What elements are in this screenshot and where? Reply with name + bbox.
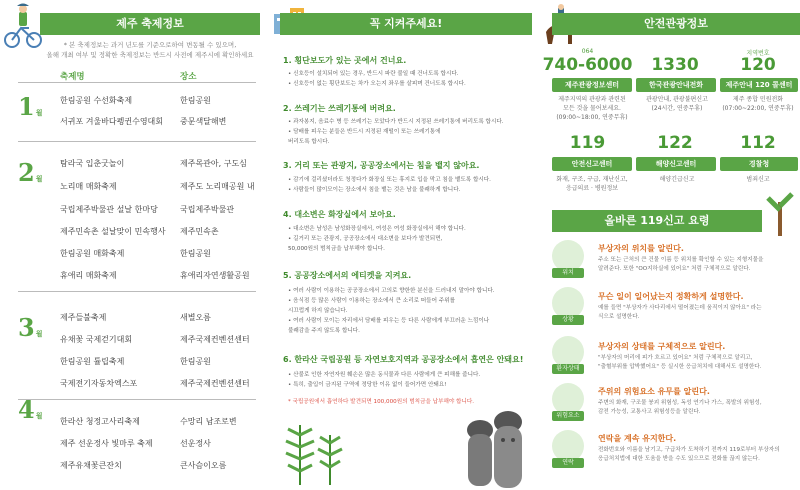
step-label: 연락: [552, 458, 584, 468]
festival-banner: 제주 축제정보: [40, 13, 260, 35]
rule-body: • 과자봉지, 음료수 병 등 쓰레기는 모았다가 반드시 지정된 쓰레기통에 버리도록 합시다. • 담배를 피우는 분들은 반드시 지정된 재떨이 또는 쓰레기통에 버리도록 합시다.: [288, 119, 504, 145]
etiquette-panel: [270, 0, 532, 490]
rule-body: • 산불로 인한 자연자원 훼손은 많은 동식물과 다른 사람에게 큰 피해를 줍니다. • 특히, 출입이 금지된 구역에 정당한 이유 없이 들어가면 안돼요!: [288, 372, 481, 388]
step-label: 위험요소: [552, 411, 584, 421]
etiquette-banner: 꼭 지켜주세요!: [280, 13, 532, 35]
step-body: 전화번호와 이름을 남기고, 구급차가 도착하기 전까지 119로부터 부상자의 응급처치법에 대한 도움을 받을 수도 있으므로 전화를 끊지 않는다.: [598, 447, 780, 462]
festival-name: 한림공원 매화축제: [60, 249, 125, 258]
hotline-label: 안전신고센터: [552, 157, 632, 171]
step-title: 주위의 위험요소 유무를 알린다.: [598, 387, 710, 396]
hotline-label: 제주관광정보센터: [552, 78, 632, 92]
rule-title: 2. 쓰레기는 쓰레기통에 버려요.: [283, 104, 396, 113]
month-3-label: 3월: [18, 313, 43, 342]
safety-banner: 안전관광정보: [552, 13, 800, 35]
hotline-label: 해양신고센터: [636, 157, 716, 171]
festival-place: 한림공원: [180, 357, 211, 366]
month-1-label: 1월: [18, 92, 43, 121]
step-title: 부상자의 상태를 구체적으로 알린다.: [598, 342, 726, 351]
hotline-desc: 범죄신고: [746, 176, 770, 183]
festival-place: 큰사슴이오름: [180, 461, 227, 470]
rule-title: 4. 대소변은 화장실에서 보아요.: [283, 210, 396, 219]
rule-title: 3. 거리 또는 관광지, 공공장소에서는 침을 뱉지 않아요.: [283, 161, 480, 170]
festival-place: 제주민속촌: [180, 227, 219, 236]
festival-place: 제주국제컨벤션센터: [180, 379, 250, 388]
divider: [18, 141, 256, 142]
month-4-label: 4월: [18, 395, 43, 424]
festival-name: 제주민속촌 설날맞이 민속행사: [60, 227, 166, 236]
festival-place: 선운정사: [180, 439, 211, 448]
festival-place: 한림공원: [180, 249, 211, 258]
festival-place: 중문색달해변: [180, 117, 227, 126]
step-label: 위치: [552, 268, 584, 278]
festival-name: 제주유채꽃큰잔치: [60, 461, 122, 470]
festival-name: 제주들불축제: [60, 313, 107, 322]
hotline-label: 제주안내 120 콜센터: [720, 78, 798, 92]
hotline-number[interactable]: 740-6000: [542, 55, 633, 75]
hotline-number[interactable]: 1330: [651, 55, 699, 75]
festival-place: 제주국제컨벤션센터: [180, 335, 250, 344]
column-festival-name: 축제명: [60, 72, 85, 82]
rule-body: • 감기에 걸리셨더라도 청정다가 화장실 또는 휴지로 입을 막고 침을 뱉도록 합시다. • 사람들이 많이모이는 장소에서 침을 뱉는 것은 남을 불쾌하게 합니다.: [288, 177, 491, 193]
festival-place: 한림공원: [180, 96, 211, 105]
step-body: "부상자의 머리에 피가 흐르고 있어요" 처럼 구체적으로 알리고, "출혈부위를 압박했어요" 등 실시한 응급처치에 대해서도 설명한다.: [598, 355, 762, 370]
rule-title: 1. 횡단보도가 있는 곳에서 건너요.: [283, 56, 407, 65]
divider: [18, 291, 256, 292]
festival-name: 유채꽃 국제걷기대회: [60, 335, 133, 344]
hotline-label: 경찰청: [720, 157, 798, 171]
rule-title: 6. 한라산 국립공원 등 자연보호지역과 공공장소에서 흡연은 안돼요!: [283, 355, 524, 364]
column-place: 장소: [180, 72, 197, 82]
festival-name: 휴애리 매화축제: [60, 271, 117, 280]
festival-place: 새별오름: [180, 313, 211, 322]
festival-panel: [0, 0, 260, 490]
divider: [18, 82, 256, 83]
step-title: 무슨 일이 일어났는지 정확하게 설명한다.: [598, 292, 744, 301]
festival-place: 휴애리자연생활공원: [180, 271, 250, 280]
hotline-desc: 제주 종합 민원전화 (07:00~22:00, 연중무휴): [722, 96, 794, 112]
rule-title: 5. 공공장소에서의 에티켓을 지켜요.: [283, 271, 412, 280]
rule-body: • 여러 사람이 이용하는 공공장소에서 고의로 향한한 분신을 드러내지 말아야 합니다. • 음식점 등 많은 사람이 이용하는 장소에서 큰 소리로 떠들어 주위를 시끄럽게 하지 않습니다. • 여러 사람이 모이는 자리에서 담배를 피우는 등 다른 사람에게 부끄러운 느낌이나 불쾌감을 주지 않도록 합니다.: [288, 288, 495, 334]
festival-place: 제주목관아, 구도심: [180, 159, 247, 168]
step-body: 주소 또는 근처의 큰 건물 이름 등 위치를 확인할 수 있는 지형지물을 알려준다. 또한 "OO지하실에 있어요" 처럼 구체적으로 알린다.: [598, 257, 764, 272]
report-guide-banner: 올바른 119신고 요령: [552, 210, 762, 232]
fern-icon: [282, 415, 352, 487]
festival-place: 국립제주박물관: [180, 205, 235, 214]
festival-name: 제주 선운정사 빛마루 축제: [60, 439, 153, 448]
hotline-desc: 관광안내, 관광불편신고 (24시간, 연중무휴): [646, 96, 708, 112]
festival-note: * 본 축제정보는 과거 년도를 기준으로하여 변동될 수 있으며, 올해 개최 여부 및 정확한 축제정보는 반드시 사전에 제주시에 확인하세요: [46, 41, 254, 59]
step-label: 환자상태: [552, 364, 584, 374]
festival-name: 한라산 청정고사리축제: [60, 417, 140, 426]
festival-name: 노리매 매화축제: [60, 182, 117, 191]
dol-hareubang-statue-icon: [462, 400, 528, 490]
hotline-number[interactable]: 119: [569, 133, 606, 153]
festival-name: 국제전기자동차엑스포: [60, 379, 138, 388]
step-title: 연락을 계속 유지한다.: [598, 434, 677, 443]
festival-name: 국립제주박물관 설날 한마당: [60, 205, 158, 214]
festival-place: 수망리 남조로변: [180, 417, 237, 426]
festival-name: 탐라국 입춘굿놀이: [60, 159, 125, 168]
step-body: 예를 들면 "부상자가 사다리에서 떨어졌는데 움직이지 않아요" 라는 식으로 설명한다.: [598, 305, 762, 320]
step-label: 상황: [552, 315, 584, 325]
step-title: 부상자의 위치를 알린다.: [598, 244, 684, 253]
month-2-label: 2월: [18, 158, 43, 187]
hotline-number[interactable]: 112: [740, 133, 776, 153]
tree-icon: [762, 188, 798, 238]
hotline-number[interactable]: 122: [657, 133, 693, 153]
step-body: 주변의 화재, 구조물 붕괴 위험성, 독성 연기나 가스, 폭발의 위험성, 감전 가능성, 교통사고 위험성등을 알린다.: [598, 400, 762, 415]
rule-body: • 신호등이 설치되어 있는 경우, 반드시 파란 불일 때 건너도록 합시다. • 신호등이 없는 횡단보도는 차가 오는지 좌우를 살피며 건너도록 합시다.: [288, 71, 466, 87]
area-code: 064: [581, 48, 594, 55]
festival-name: 한림공원 수선화축제: [60, 96, 133, 105]
fine-note: * 국립공원에서 흡연하다 발견되면 100,000원의 범칙금을 납부해야 합니다.: [288, 399, 475, 405]
area-code: 지역번호: [746, 50, 770, 57]
festival-name: 서귀포 겨울바다펭귄수영대회: [60, 117, 164, 126]
cyclist-icon: [2, 2, 44, 48]
rule-body: • 대소변은 남성은 남성화장실에서, 여성은 여성 화장실에서 해야 합니다. • 길거리 또는 관광지, 공공장소에서 대소변을 보다가 발견되면, 50,000원의 범칙금을 납부해야 합니다.: [288, 226, 466, 252]
safety-panel: [540, 0, 800, 490]
hotline-desc: 해양긴급신고: [659, 176, 695, 183]
festival-place: 제주도 노리매공원 내: [180, 182, 255, 191]
hotline-desc: 화재, 구조, 구급, 재난신고, 응급의료 · 병원정보: [556, 176, 628, 192]
hotline-desc: 제주지역의 관광과 관련된 모든 것을 물어보세요. (09:00~18:00, 연중무휴): [556, 96, 628, 121]
hotline-number[interactable]: 120: [740, 55, 776, 75]
festival-name: 한림공원 튤립축제: [60, 357, 125, 366]
hotline-label: 한국관광안내전화: [636, 78, 716, 92]
divider: [18, 399, 256, 400]
